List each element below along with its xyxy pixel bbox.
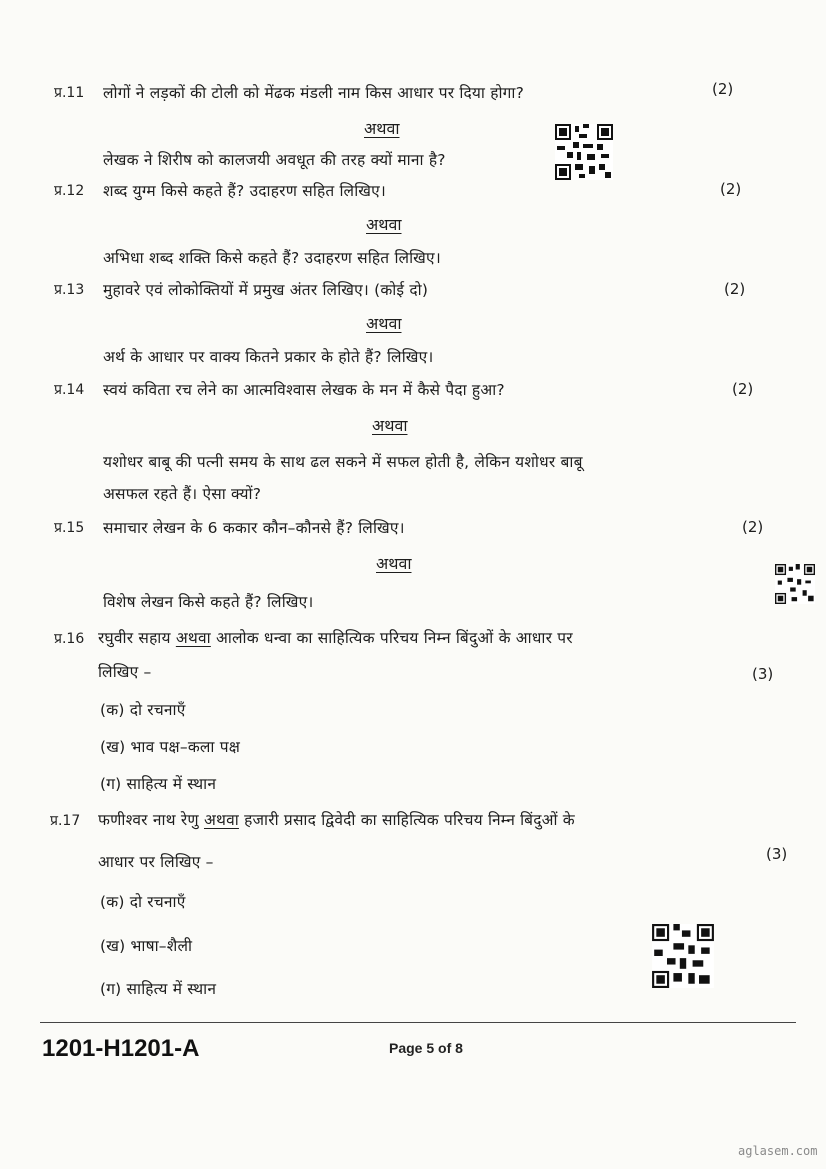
or-separator: अथवा bbox=[376, 554, 412, 573]
qr-code-icon bbox=[775, 564, 815, 604]
alternate-question-text: यशोधर बाबू की पत्नी समय के साथ ढल सकने में सफल होती है, लेकिन यशोधर बाबू bbox=[103, 453, 583, 471]
question-text-line2: आधार पर लिखिए – bbox=[98, 853, 214, 871]
author-name: फणीश्वर नाथ रेणु bbox=[98, 811, 199, 829]
question-text bbox=[98, 808, 575, 830]
question-text: स्वयं कविता रच लेने का आत्मविश्वास लेखक के मन में कैसे पैदा हुआ? bbox=[103, 381, 505, 399]
marks: (3) bbox=[766, 845, 788, 863]
question-number: प्र.11 bbox=[54, 85, 85, 101]
or-separator: अथवा bbox=[366, 215, 402, 234]
marks: (2) bbox=[712, 80, 734, 98]
question-text: लोगों ने लड़कों की टोली को मेंढक मंडली नाम किस आधार पर दिया होगा? bbox=[103, 84, 525, 102]
list-item: (क) दो रचनाएँ bbox=[100, 701, 186, 719]
list-item: (क) दो रचनाएँ bbox=[100, 893, 186, 911]
question-number: प्र.16 bbox=[54, 631, 85, 647]
author-name: रघुवीर सहाय bbox=[98, 629, 171, 647]
question-number: प्र.13 bbox=[54, 282, 85, 298]
list-item: (ग) साहित्य में स्थान bbox=[100, 775, 217, 793]
alternate-question-text: असफल रहते हैं। ऐसा क्यों? bbox=[103, 485, 262, 503]
alternate-question-text: विशेष लेखन किसे कहते हैं? लिखिए। bbox=[103, 593, 314, 611]
or-separator: अथवा bbox=[366, 314, 402, 333]
question-text: शब्द युग्म किसे कहते हैं? उदाहरण सहित लिखिए। bbox=[103, 182, 386, 200]
paper-code: 1201-H1201-A bbox=[42, 1035, 200, 1062]
or-inline: अथवा bbox=[203, 811, 239, 829]
or-separator: अथवा bbox=[372, 416, 408, 435]
alternate-question-text: लेखक ने शिरीष को कालजयी अवधूत की तरह क्यों माना है? bbox=[103, 151, 446, 169]
qr-code-icon bbox=[652, 924, 714, 988]
list-item: (ग) साहित्य में स्थान bbox=[100, 980, 217, 998]
watermark: aglasem.com bbox=[738, 1144, 818, 1158]
question-text-rest: आलोक धन्वा का साहित्यिक परिचय निम्न बिंदुओं के आधार पर bbox=[215, 629, 573, 647]
question-number: प्र.12 bbox=[54, 183, 85, 199]
alternate-question-text: अभिधा शब्द शक्ति किसे कहते हैं? उदाहरण सहित लिखिए। bbox=[103, 249, 441, 267]
question-text-rest: हजारी प्रसाद द्विवेदी का साहित्यिक परिचय निम्न बिंदुओं के bbox=[244, 811, 575, 829]
list-item: (ख) भाव पक्ष–कला पक्ष bbox=[100, 738, 241, 756]
marks: (2) bbox=[732, 380, 754, 398]
page-number: Page 5 of 8 bbox=[389, 1040, 463, 1056]
qr-code-icon bbox=[555, 124, 613, 180]
list-item: (ख) भाषा–शैली bbox=[100, 937, 193, 955]
question-number: प्र.14 bbox=[54, 382, 85, 398]
question-number: प्र.15 bbox=[54, 520, 85, 536]
footer-divider bbox=[40, 1022, 796, 1023]
or-inline: अथवा bbox=[175, 629, 211, 647]
alternate-question-text: अर्थ के आधार पर वाक्य कितने प्रकार के होते हैं? लिखिए। bbox=[103, 348, 434, 366]
marks: (2) bbox=[742, 518, 764, 536]
question-text: मुहावरे एवं लोकोक्तियों में प्रमुख अंतर लिखिए। (कोई दो) bbox=[103, 281, 429, 299]
marks: (2) bbox=[724, 280, 746, 298]
question-number: प्र.17 bbox=[50, 813, 81, 829]
marks: (2) bbox=[720, 180, 742, 198]
question-text: समाचार लेखन के 6 ककार कौन–कौनसे हैं? लिखिए। bbox=[103, 519, 405, 537]
or-separator: अथवा bbox=[364, 119, 400, 138]
marks: (3) bbox=[752, 665, 774, 683]
question-text bbox=[98, 626, 573, 648]
question-text-line2: लिखिए – bbox=[98, 663, 152, 681]
